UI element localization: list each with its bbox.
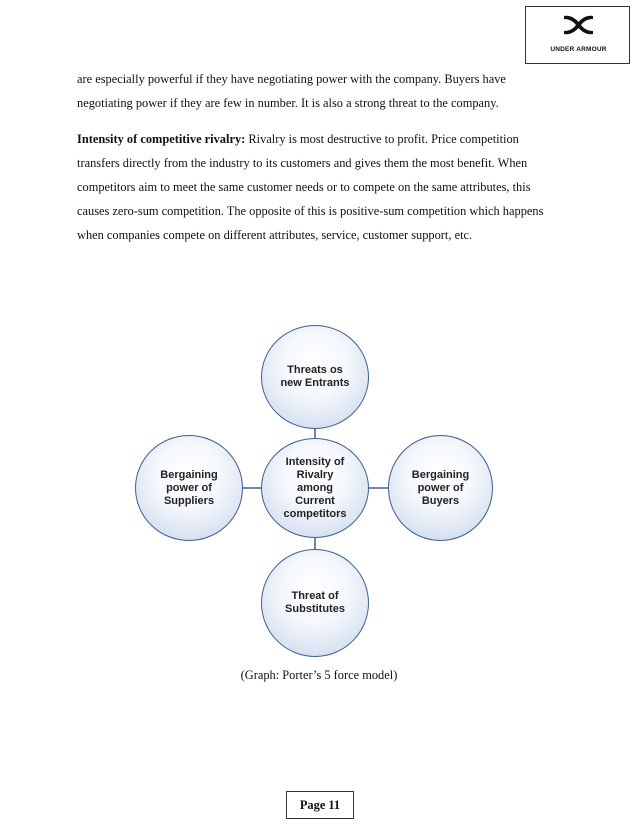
under-armour-emblem-icon	[526, 7, 631, 47]
node-rivalry-center: Intensity of Rivalry among Current competitors	[261, 438, 369, 538]
figure-caption: (Graph: Porter’s 5 force model)	[240, 668, 398, 682]
node-supplier-power: Bergaining power of Suppliers	[135, 435, 243, 541]
node-threat-substitutes: Threat of Substitutes	[261, 549, 369, 657]
page-number: Page 11	[286, 791, 354, 819]
logo-wordmark: UNDER ARMOUR	[550, 46, 607, 53]
node-threat-new-entrants: Threats os new Entrants	[261, 325, 369, 429]
paragraph-buyers: are especially powerful if they have negotiating power with the company. Buyers have negotiating power if they are few in number. It is also a strong threat to the company.	[77, 72, 506, 110]
node-buyer-power: Bergaining power of Buyers	[388, 435, 493, 541]
rivalry-text: Rivalry is most destructive to profit. Price competition transfers directly from the industry to its customers and gives them the most benefit. When competitors aim to meet the same customer needs or to compete on the same attributes, this causes zero-sum competition. The opposite of this is positive-sum competition which happens when companies compete on different attributes, service, customer support, etc.	[77, 132, 544, 242]
paragraph-rivalry	[77, 127, 557, 247]
under-armour-logo	[525, 6, 630, 64]
rivalry-heading: Intensity of competitive rivalry:	[77, 132, 246, 146]
porter-five-forces-diagram	[0, 320, 638, 670]
